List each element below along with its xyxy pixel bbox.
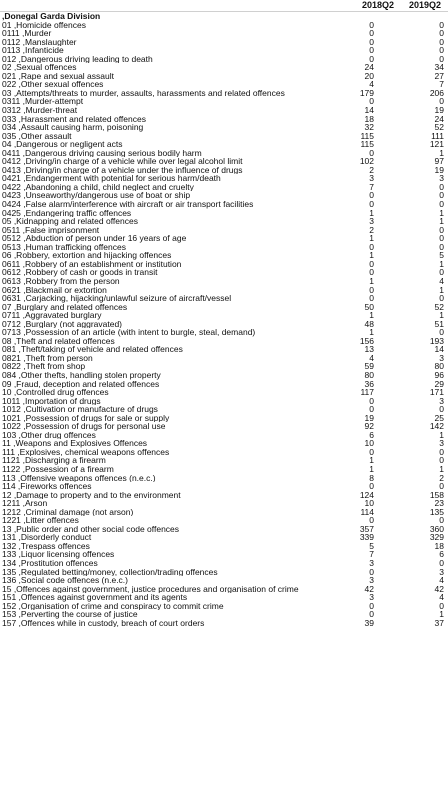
row-label: 0412 ,Driving/in charge of a vehicle while over legal alcohol limit [2, 157, 243, 166]
cell-2018q2: 1 [369, 455, 374, 466]
cell-2019q2: 0 [439, 455, 444, 466]
row-label: 0613 ,Robbery from the person [2, 276, 120, 286]
cell-2019q2: 42 [434, 583, 444, 594]
row-label: 10 ,Controlled drug offences [2, 388, 109, 397]
table-row[interactable] [0, 174, 448, 183]
table-body [0, 12, 448, 627]
row-label: 0612 ,Robbery of cash or goods in transit [2, 268, 158, 277]
cell-2019q2: 24 [434, 113, 444, 124]
cell-2019q2: 14 [434, 344, 444, 355]
row-label: 012 ,Dangerous driving leading to death [2, 54, 153, 64]
table-row[interactable] [0, 354, 448, 363]
table-row[interactable] [0, 422, 448, 431]
row-label: 0712 ,Burglary (not aggravated) [2, 319, 123, 329]
cell-2018q2: 117 [360, 387, 374, 398]
row-label: 0421 ,Endangerment with potential for serious harm/death [2, 174, 221, 183]
cell-2019q2: 0 [439, 267, 444, 278]
cell-2019q2: 0 [439, 404, 444, 415]
cell-2019q2: 7 [439, 79, 444, 90]
row-label: 151 ,Offences against government and its agents [2, 593, 188, 602]
cell-2019q2: 19 [434, 164, 444, 175]
cell-2018q2: 114 [360, 506, 374, 517]
table-row[interactable] [0, 63, 448, 72]
cell-2018q2: 20 [364, 70, 374, 81]
table-row[interactable] [0, 465, 448, 474]
cell-2019q2: 0 [439, 28, 444, 39]
row-label: 157 ,Offences while in custody, breach of court orders [2, 618, 205, 628]
table-row[interactable] [0, 516, 448, 525]
table-row[interactable] [0, 251, 448, 260]
row-label: 022 ,Other sexual offences [2, 80, 104, 89]
table-row[interactable] [0, 499, 448, 508]
cell-2018q2: 1 [369, 250, 374, 261]
row-label: 021 ,Rape and sexual assault [2, 71, 114, 81]
cell-2019q2: 0 [439, 293, 444, 304]
cell-2018q2: 1 [369, 275, 374, 286]
cell-2018q2: 0 [369, 36, 374, 47]
cell-2018q2: 3 [369, 592, 374, 603]
cell-2018q2: 24 [364, 62, 374, 73]
row-label: 15 ,Offences against government, justice procedures and organisation of crime [2, 584, 299, 594]
row-label: 1011 ,Importation of drugs [2, 396, 101, 406]
cell-2019q2: 4 [439, 575, 444, 586]
cell-2018q2: 7 [369, 181, 374, 192]
table-row[interactable] [0, 183, 448, 192]
row-label: 11 ,Weapons and Explosives Offences [2, 439, 148, 448]
row-label: 0513 ,Human trafficking offences [2, 242, 126, 252]
table-row[interactable] [0, 46, 448, 55]
cell-2019q2: 6 [439, 549, 444, 560]
cell-2018q2: 0 [369, 19, 374, 30]
cell-2018q2: 10 [364, 498, 374, 509]
cell-2018q2: 156 [359, 335, 374, 346]
cell-2018q2: 0 [369, 284, 374, 295]
table-row[interactable] [0, 72, 448, 81]
row-label: 084 ,Other thefts, handling stolen property [2, 370, 161, 380]
table-row[interactable] [0, 610, 448, 619]
row-label: 133 ,Liquor licensing offences [2, 550, 115, 559]
cell-2019q2: 1 [439, 463, 444, 474]
cell-2018q2: 14 [364, 105, 374, 116]
cell-2019q2: 0 [439, 241, 444, 252]
row-label: 0424 ,False alarm/interference with aircraft or air transport facilities [2, 200, 254, 209]
cell-2019q2: 0 [439, 181, 444, 192]
row-label: 0512 ,Abduction of person under 16 years of age [2, 234, 187, 243]
row-label: 0423 ,Unseaworthy/dangerous use of boat or ship [2, 191, 191, 201]
cell-2018q2: 0 [369, 96, 374, 107]
cell-2018q2: 115 [360, 130, 374, 141]
table-row[interactable] [0, 38, 448, 47]
cell-2018q2: 6 [369, 429, 374, 440]
row-label: 1212 ,Criminal damage (not arson) [2, 507, 134, 517]
table-row[interactable] [0, 328, 448, 337]
cell-2018q2: 7 [369, 549, 374, 560]
cell-2019q2: 1 [439, 147, 444, 158]
row-label: 033 ,Harassment and related offences [2, 114, 146, 124]
row-label: 135 ,Regulated betting/money, collection/trading offences [2, 567, 218, 577]
row-label: 09 ,Fraud, deception and related offences [2, 379, 160, 389]
table-row[interactable] [0, 286, 448, 295]
cell-2019q2: 52 [434, 122, 444, 133]
cell-2019q2: 34 [434, 62, 444, 73]
cell-2019q2: 1 [439, 207, 444, 218]
row-label: 1211 ,Arson [2, 499, 48, 508]
row-label: 0631 ,Carjacking, hijacking/unlawful seizure of aircraft/vessel [2, 294, 232, 303]
cell-2019q2: 3 [439, 352, 444, 363]
table-row[interactable] [0, 191, 448, 200]
cell-2019q2: 0 [439, 558, 444, 568]
table-row[interactable] [0, 456, 448, 465]
table-row[interactable] [0, 345, 448, 354]
cell-2019q2: 96 [434, 369, 444, 380]
row-label: 153 ,Perverting the course of justice [2, 610, 138, 619]
cell-2018q2: 124 [359, 489, 374, 500]
cell-2019q2: 0 [439, 327, 444, 338]
cell-2019q2: 135 [429, 506, 444, 517]
table-row[interactable] [0, 320, 448, 329]
table-row[interactable] [0, 217, 448, 226]
cell-2018q2: 1 [369, 233, 374, 244]
table-row[interactable] [0, 439, 448, 448]
table-row[interactable] [0, 525, 448, 534]
row-label: 0711 ,Aggravated burglary [2, 311, 102, 320]
cell-2018q2: 4 [369, 352, 374, 363]
table-row[interactable] [0, 311, 448, 320]
table-row[interactable] [0, 585, 448, 594]
table-row[interactable] [0, 149, 448, 158]
cell-2018q2: 10 [364, 438, 374, 449]
cell-2019q2: 329 [429, 532, 444, 543]
row-label: 113 ,Offensive weapons offences (n.e.c.) [2, 473, 156, 483]
row-label: 1012 ,Cultivation or manufacture of drugs [2, 405, 158, 414]
cell-2018q2: 32 [364, 122, 374, 133]
cell-2018q2: 5 [369, 540, 374, 551]
cell-2019q2: 29 [434, 378, 444, 389]
row-label: 0822 ,Theft from shop [2, 362, 86, 371]
table-row[interactable] [0, 115, 448, 124]
cell-2018q2: 0 [369, 258, 374, 269]
cell-2018q2: 102 [359, 156, 374, 167]
cell-2018q2: 0 [369, 446, 374, 457]
row-label: 13 ,Public order and other social code offences [2, 524, 180, 534]
row-label: 035 ,Other assault [2, 131, 72, 141]
table-row[interactable] [0, 388, 448, 397]
table-row[interactable] [0, 533, 448, 542]
cell-2019q2: 1 [439, 310, 444, 321]
cell-2019q2: 37 [434, 617, 444, 628]
table-row[interactable] [0, 243, 448, 252]
cell-2018q2: 3 [369, 216, 374, 227]
cell-2018q2: 92 [364, 421, 374, 432]
cell-2019q2: 0 [439, 600, 444, 611]
cell-2019q2: 25 [434, 412, 444, 423]
row-label: 0312 ,Murder-threat [2, 106, 78, 115]
row-label: 03 ,Attempts/threats to murder, assaults, harassments and related offences [2, 88, 285, 98]
table-row[interactable] [0, 277, 448, 286]
cell-2018q2: 80 [364, 369, 374, 380]
cell-2019q2: 111 [431, 130, 444, 141]
table-row[interactable] [0, 337, 448, 346]
cell-2018q2: 0 [369, 267, 374, 278]
cell-2019q2: 0 [439, 53, 444, 64]
cell-2019q2: 3 [439, 395, 444, 406]
cell-2019q2: 121 [429, 139, 444, 150]
cell-2018q2: 2 [369, 164, 374, 175]
row-label: 0713 ,Possession of an article (with intent to burgle, steal, demand) [2, 328, 256, 337]
cell-2018q2: 0 [369, 566, 374, 577]
cell-2019q2: 1 [439, 429, 444, 440]
cell-2019q2: 18 [434, 540, 444, 551]
table-row[interactable] [0, 491, 448, 500]
row-label: 0111 ,Murder [2, 29, 52, 38]
cell-2018q2: 13 [364, 344, 374, 355]
cell-2018q2: 0 [369, 293, 374, 304]
table-row[interactable] [0, 157, 448, 166]
cell-2018q2: 4 [369, 79, 374, 90]
cell-2018q2: 0 [369, 147, 374, 158]
cell-2018q2: 3 [369, 575, 374, 586]
cell-2018q2: 1 [369, 463, 374, 474]
row-label: 131 ,Disorderly conduct [2, 533, 92, 542]
cell-2019q2: 3 [439, 173, 444, 184]
cell-2019q2: 0 [439, 481, 444, 492]
cell-2019q2: 27 [434, 70, 444, 81]
table-row[interactable] [0, 362, 448, 371]
row-label: 152 ,Organisation of crime and conspiracy to commit crime [2, 601, 224, 611]
table-row[interactable] [0, 568, 448, 577]
cell-2019q2: 206 [429, 87, 444, 98]
cell-2018q2: 0 [369, 190, 374, 201]
table-row[interactable] [0, 55, 448, 64]
table-row[interactable] [0, 29, 448, 38]
cell-2019q2: 52 [434, 301, 444, 312]
cell-2018q2: 59 [364, 361, 374, 372]
table-row[interactable] [0, 268, 448, 277]
cell-2019q2: 23 [434, 498, 444, 509]
cell-2018q2: 1 [369, 207, 374, 218]
cell-2019q2: 3 [439, 566, 444, 577]
table-row[interactable] [0, 294, 448, 303]
row-label: 1122 ,Possession of a firearm [2, 464, 114, 474]
cell-2018q2: 179 [359, 87, 374, 98]
cell-2019q2: 0 [439, 446, 444, 457]
row-label: 103 ,Other drug offences [2, 430, 96, 440]
cell-2018q2: 36 [364, 378, 374, 389]
table-row[interactable] [0, 405, 448, 414]
section-row[interactable] [0, 12, 448, 21]
table-row[interactable] [0, 593, 448, 602]
cell-2019q2: 19 [434, 105, 444, 116]
table-row[interactable] [0, 508, 448, 517]
table-row[interactable] [0, 89, 448, 98]
cell-2018q2: 8 [369, 472, 374, 483]
table-row[interactable] [0, 414, 448, 423]
row-label: 0611 ,Robbery of an establishment or institution [2, 259, 182, 269]
cell-2019q2: 0 [439, 45, 444, 56]
cell-2018q2: 0 [369, 45, 374, 56]
row-label: 07 ,Burglary and related offences [2, 302, 128, 312]
table-row[interactable] [0, 140, 448, 149]
table-row[interactable] [0, 106, 448, 115]
cell-2019q2: 1 [439, 216, 444, 227]
row-label: 0422 ,Abandoning a child, child neglect and cruelty [2, 182, 194, 192]
cell-2019q2: 0 [439, 96, 444, 107]
cell-2018q2: 357 [359, 523, 374, 534]
cell-2018q2: 0 [369, 609, 374, 620]
cell-2019q2: 360 [429, 523, 444, 534]
row-label: 1022 ,Possession of drugs for personal use [2, 422, 166, 431]
cell-2019q2: 1 [439, 284, 444, 295]
cell-2018q2: 3 [369, 173, 374, 184]
cell-2018q2: 115 [360, 139, 374, 150]
row-label: 0411 ,Dangerous driving causing serious bodily harm [2, 148, 202, 158]
cell-2018q2: 39 [364, 617, 374, 628]
table-row[interactable] [0, 448, 448, 457]
table-row[interactable] [0, 619, 448, 628]
cell-2019q2: 1 [439, 258, 444, 269]
table-row[interactable] [0, 431, 448, 440]
table-row[interactable] [0, 576, 448, 585]
row-label: 081 ,Theft/taking of vehicle and related offences [2, 345, 183, 354]
table-row[interactable] [0, 559, 448, 568]
cell-2018q2: 19 [364, 412, 374, 423]
row-label: 02 ,Sexual offences [2, 63, 77, 72]
cell-2019q2: 97 [434, 156, 444, 167]
cell-2019q2: 171 [429, 387, 444, 398]
row-label: 01 ,Homicide offences [2, 20, 86, 30]
cell-2018q2: 0 [369, 395, 374, 406]
row-label: 034 ,Assault causing harm, poisoning [2, 123, 144, 132]
table-row[interactable] [0, 371, 448, 380]
cell-2018q2: 0 [369, 600, 374, 611]
cell-2018q2: 0 [369, 199, 374, 210]
cell-2019q2: 4 [439, 275, 444, 286]
row-label: ,Donegal Garda Division [2, 12, 101, 21]
row-label: 132 ,Trespass offences [2, 541, 90, 551]
row-label: 0425 ,Endangering traffic offences [2, 208, 132, 218]
row-label: 114 ,Fireworks offences [2, 482, 92, 491]
cell-2018q2: 339 [359, 532, 374, 543]
table-row[interactable] [0, 123, 448, 132]
table-row[interactable] [0, 303, 448, 312]
row-label: 134 ,Prostitution offences [2, 559, 98, 568]
row-label: 0112 ,Manslaughter [2, 37, 77, 47]
table-row[interactable] [0, 482, 448, 491]
row-label: 0113 ,Infanticide [2, 46, 64, 55]
cell-2018q2: 0 [369, 53, 374, 64]
table-row[interactable] [0, 97, 448, 106]
cell-2019q2: 0 [439, 36, 444, 47]
table-row[interactable] [0, 80, 448, 89]
cell-2018q2: 0 [369, 241, 374, 252]
cell-2019q2: 158 [429, 489, 444, 500]
table-row[interactable] [0, 602, 448, 611]
table-row[interactable] [0, 550, 448, 559]
row-label: 0413 ,Driving/in charge of a vehicle under the influence of drugs [2, 165, 243, 175]
cell-2019q2: 193 [429, 335, 444, 346]
cell-2019q2: 4 [439, 592, 444, 603]
cell-2018q2: 0 [369, 404, 374, 415]
cell-2019q2: 0 [439, 515, 444, 526]
row-label: 06 ,Robbery, extortion and hijacking offences [2, 251, 172, 260]
row-label: 0311 ,Murder-attempt [2, 97, 84, 107]
table-row[interactable] [0, 209, 448, 218]
cell-2018q2: 3 [369, 558, 374, 568]
table-row[interactable] [0, 260, 448, 269]
row-label: 05 ,Kidnapping and related offences [2, 217, 138, 226]
row-label: 0511 ,False imprisonment [2, 225, 100, 235]
cell-2019q2: 1 [439, 609, 444, 620]
row-label: 136 ,Social code offences (n.e.c.) [2, 576, 129, 585]
cell-2018q2: 18 [364, 113, 374, 124]
cell-2019q2: 0 [439, 19, 444, 30]
table-row[interactable] [0, 200, 448, 209]
row-label: 04 ,Dangerous or negligent acts [2, 140, 123, 149]
row-label: 1121 ,Discharging a firearm [2, 456, 106, 465]
cell-2019q2: 0 [439, 199, 444, 210]
cell-2019q2: 0 [439, 224, 444, 235]
table-row[interactable] [0, 542, 448, 551]
cell-2019q2: 2 [439, 472, 444, 483]
cell-2019q2: 0 [439, 233, 444, 244]
table-row[interactable] [0, 226, 448, 235]
row-label: 0621 ,Blackmail or extortion [2, 285, 107, 295]
cell-2019q2: 142 [429, 421, 444, 432]
table-row[interactable] [0, 474, 448, 483]
cell-2018q2: 0 [369, 481, 374, 492]
cell-2019q2: 3 [439, 438, 444, 449]
cell-2019q2: 5 [439, 250, 444, 261]
row-label: 12 ,Damage to property and to the environment [2, 490, 181, 500]
column-header-2018q2[interactable]: 2018Q2 [362, 0, 395, 10]
table-row[interactable] [0, 21, 448, 30]
row-label: 08 ,Theft and related offences [2, 336, 115, 346]
cell-2018q2: 2 [369, 224, 374, 235]
row-label: 1221 ,Litter offences [2, 516, 79, 525]
cell-2018q2: 0 [369, 28, 374, 39]
cell-2018q2: 1 [369, 327, 374, 338]
table-row[interactable] [0, 380, 448, 389]
cell-2018q2: 42 [364, 583, 374, 594]
cell-2018q2: 50 [364, 301, 374, 312]
table-row[interactable] [0, 397, 448, 406]
cell-2018q2: 48 [364, 318, 374, 329]
row-label: 0821 ,Theft from person [2, 353, 93, 363]
cell-2019q2: 80 [434, 361, 444, 372]
row-label: 1021 ,Possession of drugs for sale or supply [2, 413, 170, 423]
table-row[interactable] [0, 132, 448, 141]
row-label: 111 ,Explosives, chemical weapons offences [2, 447, 170, 457]
table-row[interactable] [0, 234, 448, 243]
cell-2018q2: 0 [369, 515, 374, 526]
cell-2019q2: 0 [439, 190, 444, 201]
table-row[interactable] [0, 166, 448, 175]
column-header-2019q2[interactable]: 2019Q2 [409, 0, 442, 10]
cell-2019q2: 51 [434, 318, 444, 329]
cell-2018q2: 1 [369, 310, 374, 321]
